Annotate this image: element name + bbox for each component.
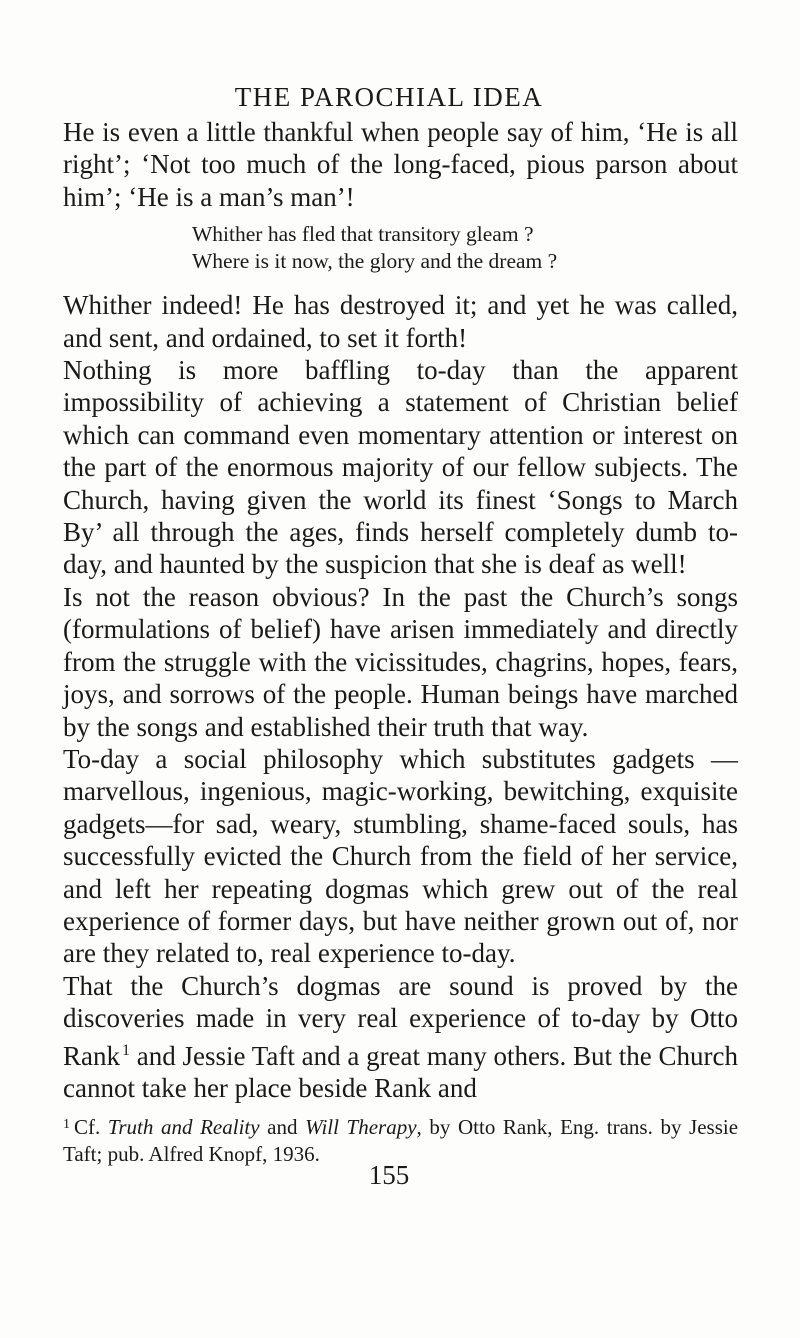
footnote-title: Truth and Reality (107, 1115, 260, 1139)
paragraph-text: That the Church’s dogmas are sound is proved by the discoveries made in very real experience of to-day by Otto Rank (63, 970, 738, 1071)
paragraph: Nothing is more baffling to-day than the apparent impossibility of achieving a statement of Christian belief which can command even momentary attention or interest on the part of the enormous majority of our fellow subjects. The Church, having given the world its finest ‘Songs to March By’ all through the ages, finds herself completely dumb to-day, and haunted by the suspicion that she is deaf as well! (63, 355, 738, 580)
paragraph: Whither indeed! He has destroyed it; and yet he was called, and sent, and ordained, to set it forth! (63, 290, 738, 353)
page-number: 155 (368, 1160, 410, 1190)
paragraph (63, 970, 738, 1105)
quote-line: Where is it now, the glory and the dream ? (192, 249, 558, 274)
footnote-title: Will Therapy (305, 1115, 417, 1139)
paragraph-text: and Jessie Taft and a great many others. But the Church cannot take her place beside Rank and (63, 1040, 738, 1103)
footnote-citation: , by Otto Rank, Eng. trans. by Jessie Taft; pub. Alfred Knopf, 1936. (63, 1115, 739, 1166)
footnote-reference: 1 (122, 1041, 130, 1059)
footnote-marker: 1 (63, 1117, 70, 1132)
paragraph: Is not the reason obvious? In the past the Church’s songs (formulations of belief) have arisen immediately and directly from the struggle with the vicissitudes, chagrins, hopes, fears, joys, and sorrows of the people. Human beings have marched by the songs and established their truth that way. (63, 581, 738, 742)
verse-quotation (192, 221, 738, 275)
opening-paragraph: He is even a little thankful when people say of him, ‘He is all right’; ‘Not too much of the long-faced, pious parson about him’; ‘He is a man’s man’! (63, 117, 738, 212)
quote-line: Whither has fled that transitory gleam ? (192, 222, 534, 247)
paragraph: To-day a social philosophy which substitutes gadgets —marvellous, ingenious, magic-working, bewitching, exquisite gadgets—for sad, weary, stumbling, shame-faced souls, has successfully evicted the Church from the field of her service, and left her repeating dogmas which grew out of the real experience of former days, but have neither grown out of, nor are they related to, real experience to-day. (63, 743, 738, 969)
body-text (63, 116, 738, 1104)
running-header: THE PAROCHIAL IDEA (234, 82, 544, 112)
footnote-prefix: Cf. (74, 1115, 101, 1139)
footnote-conjunction: and (267, 1115, 298, 1139)
